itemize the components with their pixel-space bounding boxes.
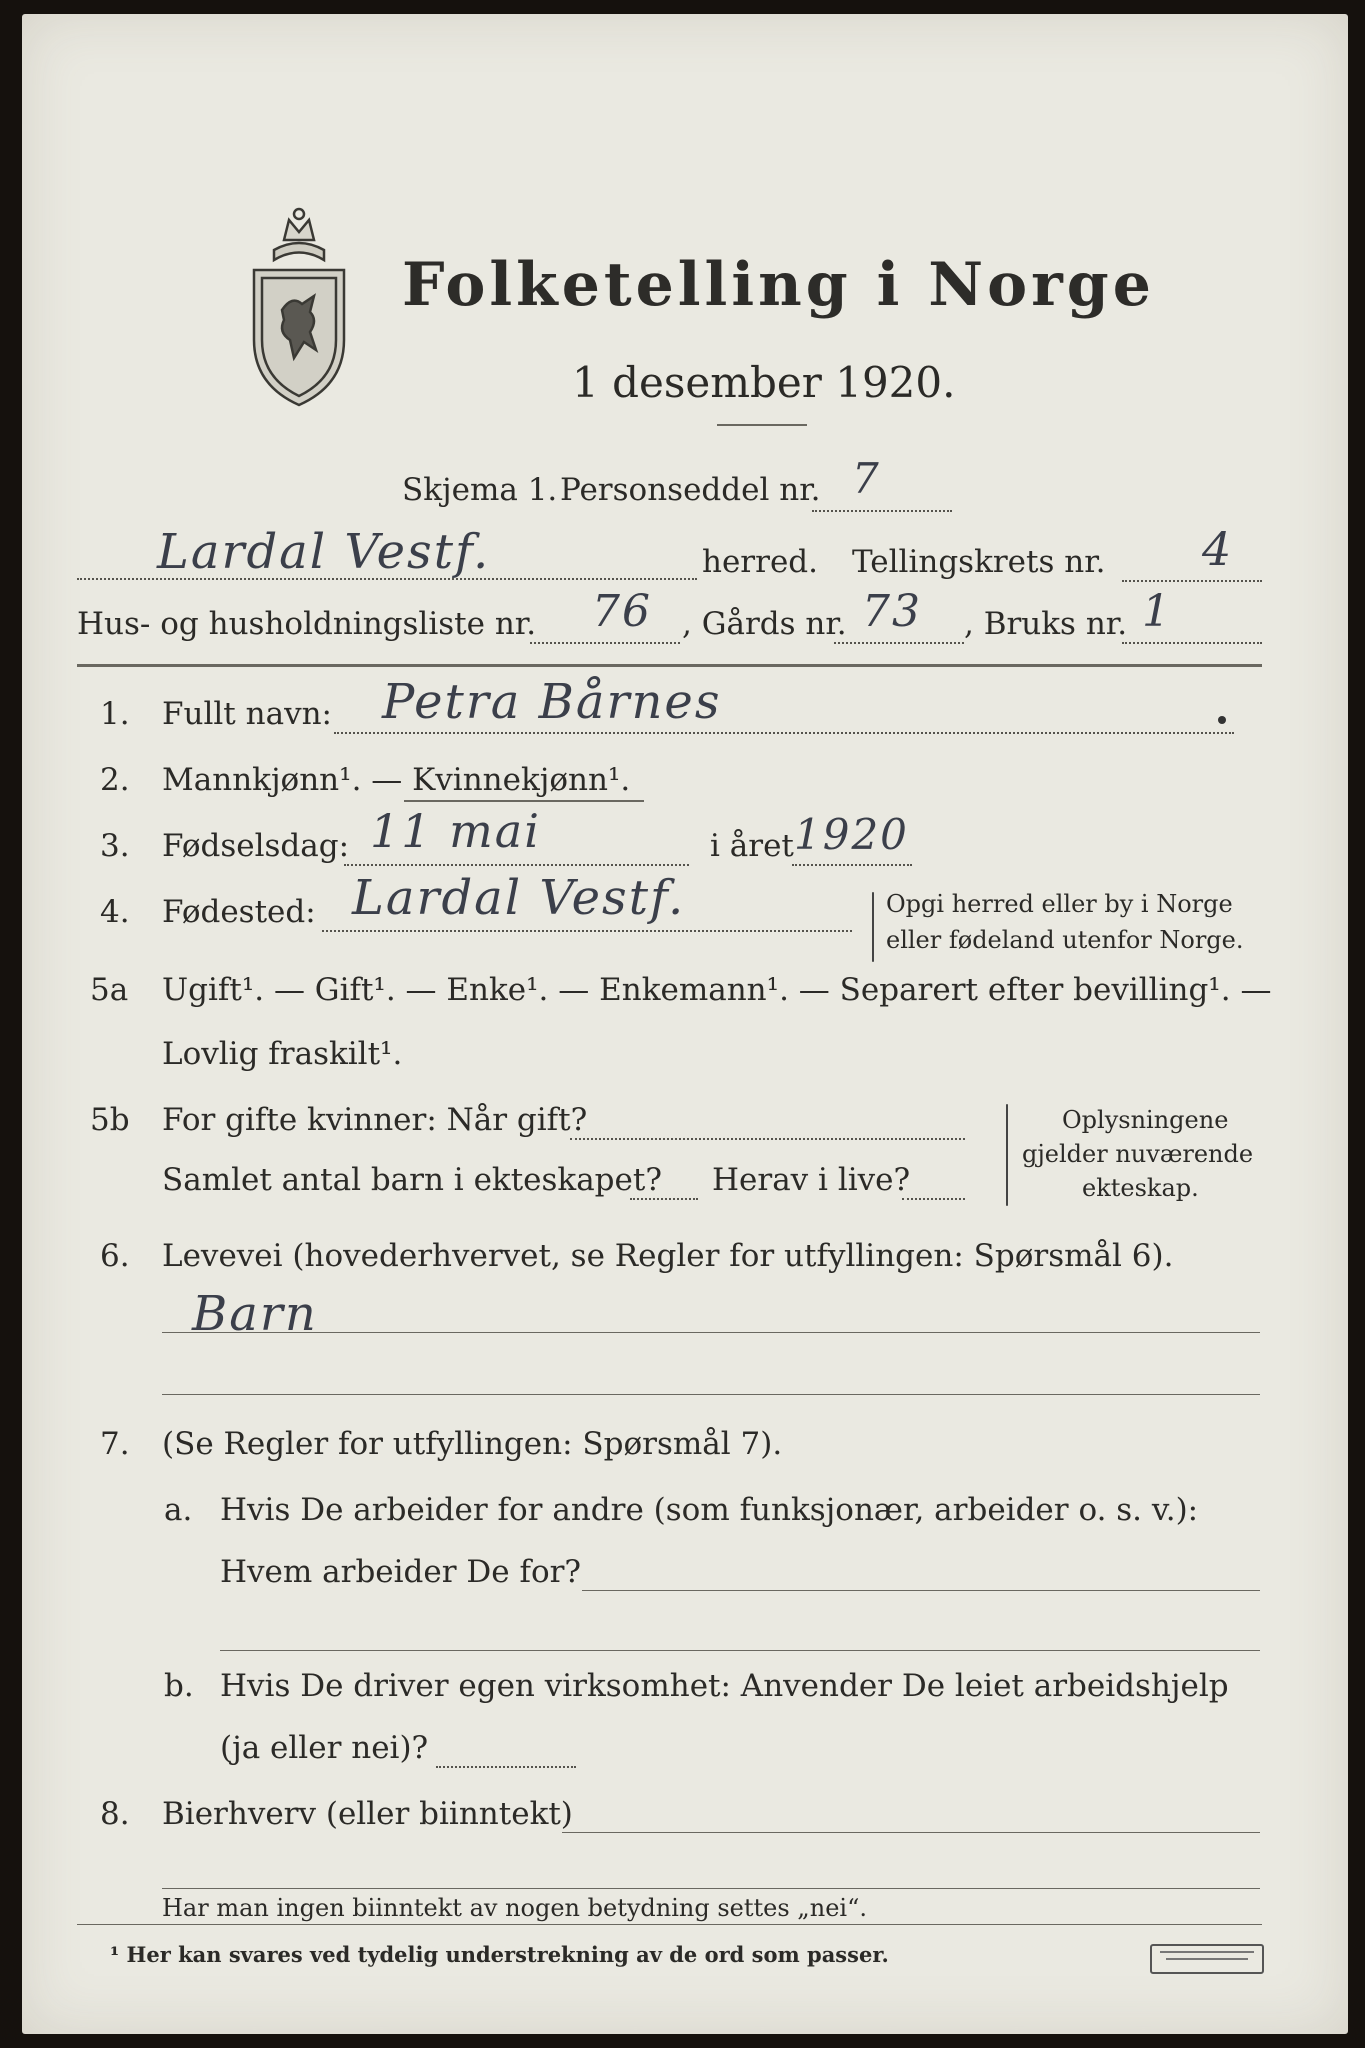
herred-label: herred. [702, 544, 818, 580]
q7a-line1: Hvis De arbeider for andre (som funksjonær, arbeider o. s. v.): [220, 1492, 1199, 1528]
q6-label: Levevei (hovederhvervet, se Regler for utfyllingen: Spørsmål 6). [162, 1238, 1174, 1274]
q5b-married-line [570, 1138, 965, 1140]
q7a-line2: Hvem arbeider De for? [220, 1554, 582, 1590]
q5b-note-line1: Oplysningene [1062, 1106, 1229, 1134]
title-divider [717, 424, 807, 426]
q3-year-label: i året [710, 828, 794, 864]
q8-answer-line1 [562, 1832, 1260, 1833]
personseddel-value: 7 [852, 454, 881, 503]
form-date: 1 desember 1920. [572, 358, 956, 407]
herred-value: Lardal Vestf. [157, 524, 491, 580]
q7a-answer-line1 [582, 1590, 1260, 1591]
q8-note: Har man ingen biinntekt av nogen betydning settes „nei“. [162, 1894, 867, 1922]
header-rule [77, 664, 1262, 667]
bruks-label: , Bruks nr. [964, 606, 1128, 642]
tellingskrets-label: Tellingskrets nr. [852, 544, 1106, 580]
q3-year-value: 1920 [794, 810, 909, 859]
gards-line [834, 642, 964, 644]
q3-day-line [344, 864, 689, 866]
q4-note-brace [872, 892, 874, 962]
q4-label: Fødested: [162, 894, 316, 930]
bruks-line [1122, 642, 1262, 644]
q2-number: 2. [100, 762, 130, 798]
q7b-line2: (ja eller nei)? [220, 1730, 429, 1766]
personseddel-label: Personseddel nr. [560, 472, 821, 508]
norway-coat-of-arms-icon [244, 200, 354, 410]
q5b-alive-label: Herav i live? [712, 1162, 911, 1198]
q6-line2 [162, 1394, 1260, 1395]
gards-value: 73 [862, 586, 922, 637]
q1-line [334, 732, 1234, 734]
q8-label: Bierhverv (eller biinntekt) [162, 1796, 573, 1832]
q7b-letter: b. [164, 1668, 194, 1704]
q5b-note-brace [1006, 1104, 1008, 1206]
bruks-value: 1 [1142, 586, 1172, 637]
q7a-answer-line2 [220, 1650, 1260, 1651]
tellingskrets-line [1122, 580, 1262, 582]
census-form-page [22, 14, 1348, 2034]
personseddel-line [812, 510, 952, 512]
q8-number: 8. [100, 1796, 130, 1832]
q3-label: Fødselsdag: [162, 828, 350, 864]
q2-label: Mannkjønn¹. — Kvinnekjønn¹. [162, 762, 631, 798]
q7b-line1: Hvis De driver egen virksomhet: Anvender De leiet arbeidshjelp [220, 1668, 1229, 1704]
husliste-label: Hus- og husholdningsliste nr. [77, 606, 537, 642]
tellingskrets-value: 4 [1202, 522, 1234, 576]
q4-number: 4. [100, 894, 130, 930]
q4-line [322, 930, 852, 932]
q7a-letter: a. [164, 1492, 193, 1528]
q1-number: 1. [100, 696, 130, 732]
husliste-value: 76 [592, 586, 652, 637]
q1-label: Fullt navn: [162, 696, 332, 732]
footnote: ¹ Her kan svares ved tydelig understrekning av de ord som passer. [110, 1942, 889, 1967]
q5b-note-line2: gjelder nuværende [1022, 1140, 1254, 1168]
q1-full-name-value: Petra Bårnes [382, 674, 722, 730]
q8-answer-line2 [162, 1888, 1260, 1889]
q6-occupation-value: Barn [192, 1286, 318, 1342]
q5b-alive-line [902, 1198, 965, 1200]
ink-dot [1218, 716, 1226, 724]
q5a-line2: Lovlig fraskilt¹. [162, 1036, 403, 1072]
q5b-married-label: For gifte kvinner: Når gift? [162, 1102, 588, 1138]
q4-birthplace-value: Lardal Vestf. [352, 870, 686, 926]
q4-note-line2: eller fødeland utenfor Norge. [886, 926, 1244, 954]
q7b-answer-line [436, 1766, 576, 1768]
q5b-children-line [630, 1198, 698, 1200]
q4-note-line1: Opgi herred eller by i Norge [886, 890, 1233, 918]
gards-label: , Gårds nr. [682, 606, 847, 642]
q5a-line1: Ugift¹. — Gift¹. — Enke¹. — Enkemann¹. — Separert efter bevilling¹. — [162, 972, 1272, 1008]
q3-number: 3. [100, 828, 130, 864]
q7-label: (Se Regler for utfyllingen: Spørsmål 7). [162, 1426, 783, 1462]
q5b-children-label: Samlet antal barn i ekteskapet? [162, 1162, 662, 1198]
q6-number: 6. [100, 1238, 130, 1274]
footnote-rule [77, 1924, 1262, 1925]
q3-birthday-value: 11 mai [370, 804, 541, 858]
q5b-note-line3: ekteskap. [1082, 1174, 1199, 1202]
q3-year-line [792, 864, 912, 866]
form-title: Folketelling i Norge [402, 250, 1155, 320]
printer-stamp [1150, 1944, 1264, 1974]
husliste-line [530, 642, 680, 644]
q5b-number: 5b [90, 1102, 130, 1138]
schema-label: Skjema 1. [402, 472, 558, 508]
q6-line1 [162, 1332, 1260, 1333]
q5a-number: 5a [90, 972, 129, 1008]
q7-number: 7. [100, 1426, 130, 1462]
q2-kvinnekjonn-underline [404, 800, 644, 802]
